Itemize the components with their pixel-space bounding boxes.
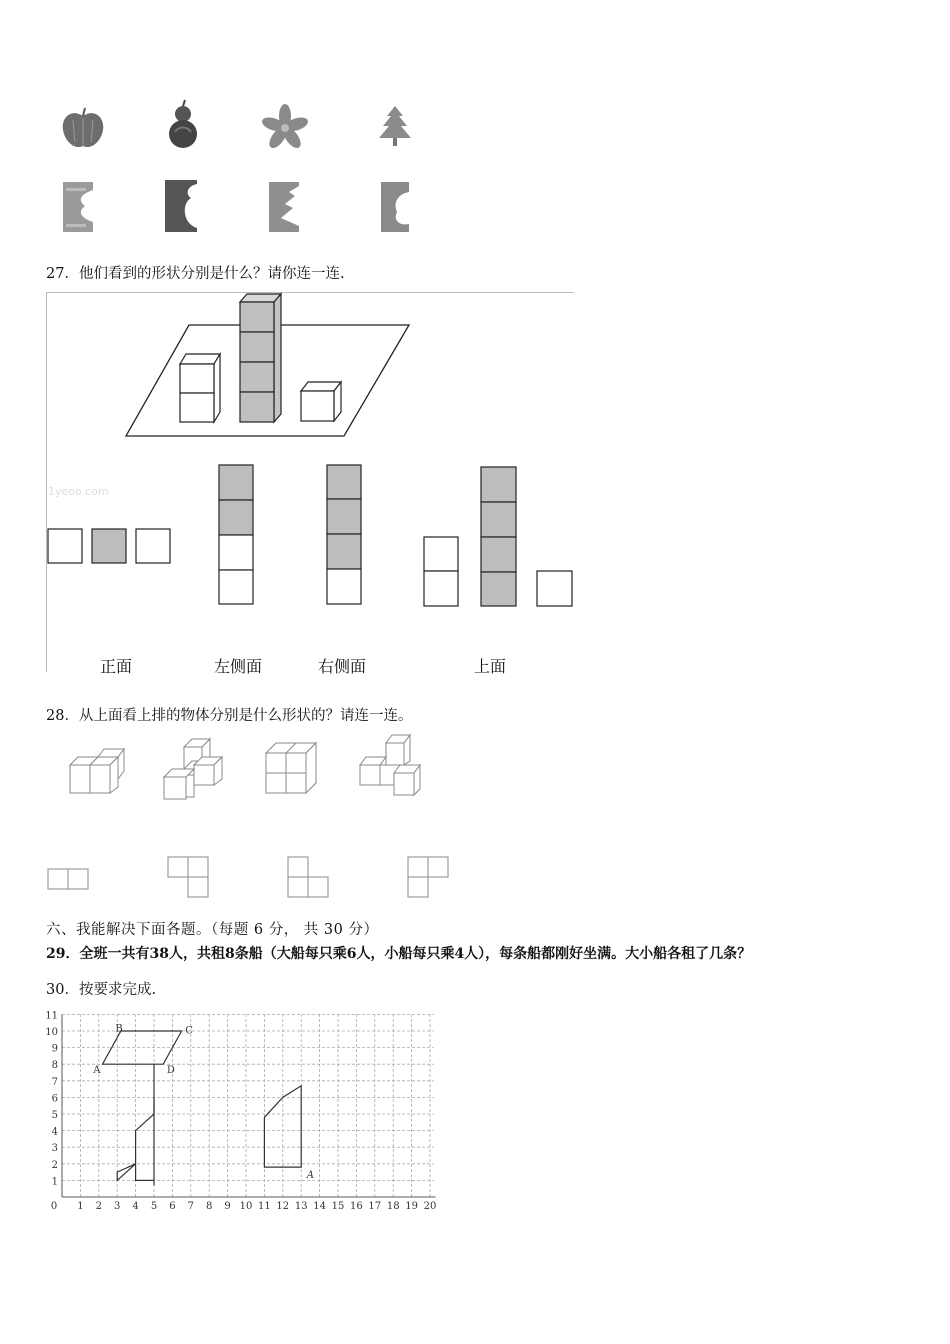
label-front: 正面	[100, 657, 133, 676]
top-view-1	[48, 869, 88, 889]
cutout-gourd-icon	[165, 180, 197, 232]
point-label: C	[185, 1025, 193, 1037]
x-tick-label: 3	[114, 1201, 121, 1212]
label-right-side: 右侧面	[318, 657, 367, 676]
x-tick-label: 19	[405, 1201, 418, 1212]
object-1-cubes	[70, 749, 124, 793]
x-tick-label: 9	[224, 1201, 231, 1212]
x-tick-label: 18	[386, 1201, 400, 1212]
x-tick-label: 16	[350, 1201, 363, 1212]
cube-stack-2	[180, 354, 220, 422]
gourd-icon	[169, 100, 197, 148]
point-label: D	[166, 1065, 175, 1077]
q28-top-views	[46, 855, 466, 905]
y-tick-label: 4	[51, 1126, 58, 1138]
q30-grid	[40, 1005, 460, 1215]
x-tick-label: 17	[368, 1201, 382, 1212]
y-tick-label: 6	[51, 1093, 58, 1105]
apple-icon	[63, 108, 104, 147]
q29-text: 29．全班一共有38人，共租8条船（大船每只乘6人，小船每只乘4人），每条船都刚好坐满。大小船各租了几条？	[46, 946, 752, 962]
flower-icon	[260, 104, 309, 151]
y-tick-label: 1	[51, 1176, 58, 1188]
cutout-apple-icon	[381, 182, 409, 232]
cube-single	[301, 382, 341, 421]
x-tick-label: 15	[331, 1201, 345, 1212]
y-tick-label: 10	[45, 1027, 58, 1038]
x-tick-label: 11	[258, 1201, 271, 1212]
x-tick-label: 14	[313, 1201, 326, 1212]
q28-text: 28．从上面看上排的物体分别是什么形状的？请连一连。	[46, 708, 413, 724]
x-tick-label: 12	[276, 1201, 290, 1212]
top-view-3	[288, 857, 328, 897]
x-tick-label: 5	[150, 1201, 158, 1212]
x-tick-label: 13	[294, 1201, 308, 1212]
cutout-flower-icon	[63, 182, 93, 232]
view-right-column	[327, 465, 361, 604]
shape-left-foot	[117, 1164, 135, 1181]
cutout-tree-icon	[269, 182, 299, 232]
point-label: B	[115, 1023, 123, 1035]
x-tick-label: 1	[77, 1201, 84, 1212]
view-left-column	[219, 465, 253, 604]
x-tick-label: 8	[206, 1201, 213, 1212]
x-tick-label: 4	[132, 1201, 139, 1212]
q28-top-objects	[60, 735, 440, 805]
x-tick-label: 0	[50, 1201, 58, 1212]
q26-top-row	[55, 100, 435, 160]
label-top: 上面	[474, 657, 507, 676]
q26-bottom-row	[55, 178, 435, 238]
x-tick-label: 2	[95, 1201, 102, 1212]
q27-text: 27．他们看到的形状分别是什么？请你连一连.	[46, 266, 345, 282]
point-label: A	[93, 1065, 101, 1077]
y-tick-label: 3	[51, 1143, 58, 1155]
cube-stack-4	[240, 294, 281, 422]
view-top-group	[424, 467, 572, 606]
q27-figure	[46, 292, 576, 677]
top-view-2	[168, 857, 208, 897]
view-front-row	[48, 529, 170, 563]
label-left-side: 左侧面	[214, 657, 263, 676]
object-3-cubes	[266, 743, 316, 793]
tree-icon	[379, 106, 411, 146]
section-6-title: 六、我能解决下面各题。（每题 6 分， 共 30 分）	[46, 922, 379, 938]
x-tick-label: 10	[239, 1201, 253, 1212]
shape-left	[136, 1097, 154, 1180]
object-2-cubes	[164, 739, 222, 799]
y-tick-label: 2	[51, 1159, 58, 1171]
y-tick-label: 5	[51, 1110, 58, 1121]
object-4-cubes	[360, 735, 420, 795]
x-tick-label: 6	[169, 1201, 176, 1212]
x-tick-label: 7	[187, 1201, 194, 1212]
point-label: A	[306, 1169, 314, 1181]
y-tick-label: 11	[45, 1010, 58, 1022]
y-tick-label: 9	[51, 1043, 58, 1055]
top-view-4	[408, 857, 448, 897]
q30-text: 30．按要求完成.	[46, 982, 157, 998]
y-tick-label: 8	[51, 1060, 58, 1072]
y-tick-label: 7	[51, 1076, 58, 1088]
x-tick-label: 20	[423, 1201, 437, 1212]
watermark: 1yeoo.com	[48, 485, 109, 498]
